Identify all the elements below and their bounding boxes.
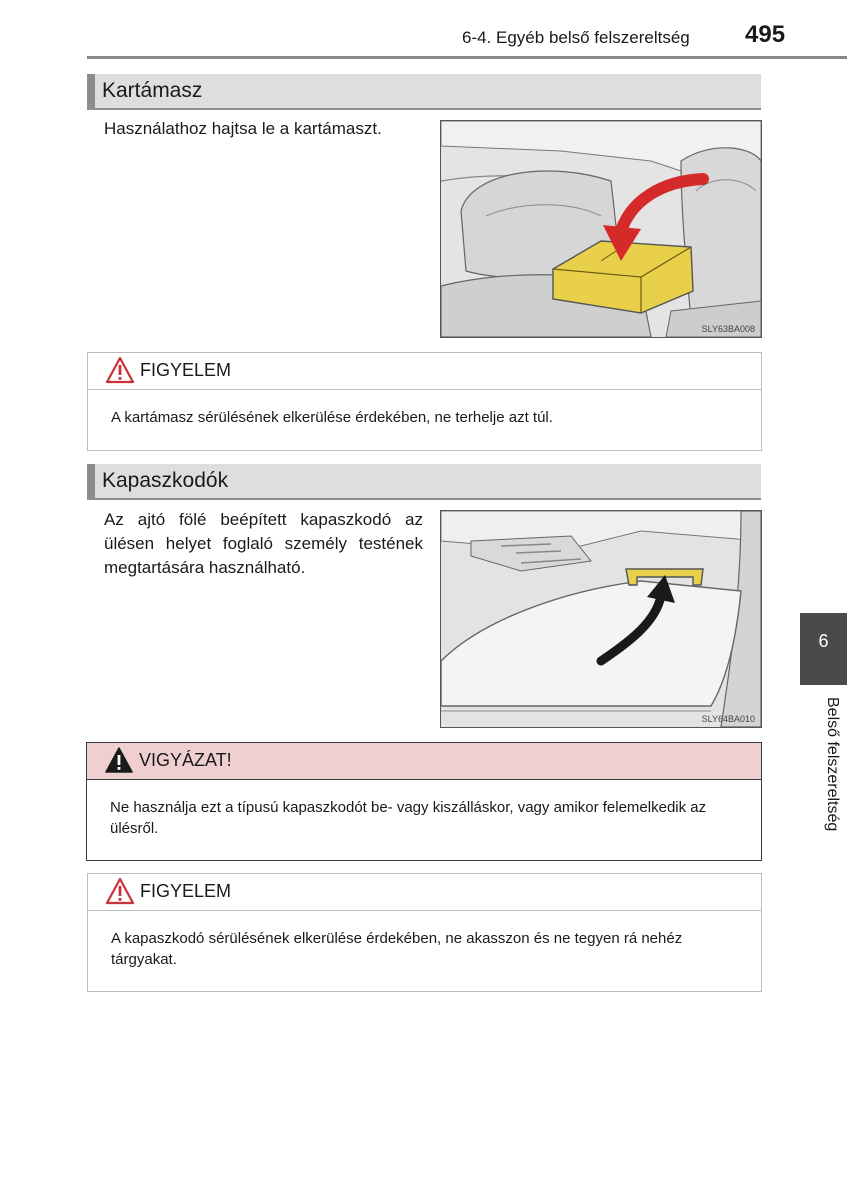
chapter-number: 6 bbox=[818, 631, 829, 651]
caution-triangle-icon bbox=[105, 877, 135, 910]
header-rule bbox=[87, 56, 847, 59]
caution-box-header bbox=[88, 353, 761, 390]
running-header-title: 6-4. Egyéb belső felszereltség bbox=[462, 28, 690, 47]
assist-grip-illustration bbox=[440, 510, 762, 728]
armrest-drawing bbox=[441, 121, 761, 337]
warning-label: VIGYÁZAT! bbox=[139, 750, 232, 770]
section-heading-armrest bbox=[87, 74, 761, 110]
armrest-instruction: Használathoz hajtsa le a kartámaszt. bbox=[104, 119, 382, 138]
caution-text: A kartámasz sérülésének elkerülése érdekében, ne terhelje azt túl. bbox=[111, 409, 553, 426]
caution-box-assist-grip bbox=[87, 873, 762, 992]
caution-box-header bbox=[88, 874, 761, 911]
warning-text: Ne használja ezt a típusú kapaszkodót be- vagy kiszálláskor, vagy amikor felemelkedik az ülésről. bbox=[110, 799, 707, 837]
armrest-illustration bbox=[440, 120, 762, 338]
section-heading-text: Kapaszkodók bbox=[102, 469, 229, 492]
heading-accent-bar bbox=[87, 464, 95, 498]
warning-triangle-icon bbox=[104, 746, 134, 779]
chapter-side-label: Belső felszereltség bbox=[824, 697, 841, 832]
figure-code: SLY63BA008 bbox=[701, 324, 755, 334]
caution-box-armrest bbox=[87, 352, 762, 451]
caution-triangle-icon bbox=[105, 356, 135, 389]
warning-box-header bbox=[87, 743, 761, 780]
section-heading-text: Kartámasz bbox=[102, 79, 203, 102]
caution-label: FIGYELEM bbox=[140, 881, 232, 901]
caution-label: FIGYELEM bbox=[140, 360, 232, 380]
figure-code: SLY64BA010 bbox=[701, 714, 755, 724]
caution-text: A kapaszkodó sérülésének elkerülése érdekében, ne akasszon és ne tegyen rá nehéz tárgyakat. bbox=[111, 930, 683, 968]
assist-grip-description: Az ajtó fölé beépített kapaszkodó az ülésen helyet foglaló személy testének megtartására használható. bbox=[104, 510, 423, 577]
assist-grip-drawing bbox=[441, 511, 761, 727]
heading-accent-bar bbox=[87, 74, 95, 108]
page-number: 495 bbox=[745, 21, 786, 48]
warning-box-assist-grip bbox=[86, 742, 762, 861]
chapter-tab[interactable] bbox=[800, 613, 847, 685]
section-heading-assist-grip bbox=[87, 464, 761, 500]
